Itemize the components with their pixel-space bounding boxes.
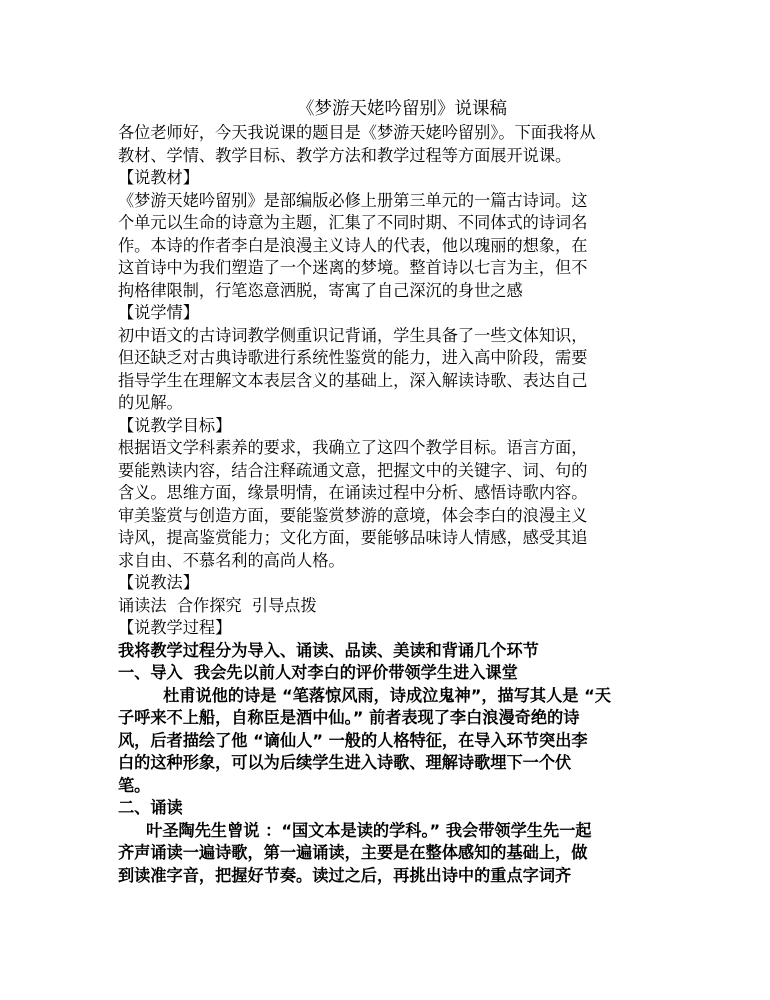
- students-paragraph: [118, 325, 658, 415]
- methods-line: 诵读法 合作探究 引导点拨: [118, 595, 317, 615]
- process-line: 一、导入 我会先以前人对李白的评价带领学生进入课堂: [118, 663, 518, 682]
- process-line: 二、诵读: [118, 798, 183, 817]
- process-line: 风，后者描绘了他 “谪仙人” 一般的人格特征，在导入环节突出李: [118, 730, 588, 750]
- document-page: [118, 96, 658, 887]
- process-line: 齐声诵读一遍诗歌，第一遍诵读，主要是在整体感知的基础上，做: [118, 843, 588, 862]
- process-line: 子呼来不上船，自称臣是酒中仙。” 前者表现了李白浪漫奇绝的诗: [118, 708, 580, 727]
- objectives-line: 求自由、不慕名利的高尚人格。: [118, 550, 345, 570]
- material-line: 拘格律限制，行笔恣意洒脱，寄寓了自己深沉的身世之感: [118, 280, 523, 300]
- objectives-line: 审美鉴赏与创造方面，要能鉴赏梦游的意境，体会李白的浪漫主义: [118, 505, 588, 525]
- material-line: 这首诗中为我们塑造了一个迷离的梦境。整首诗以七言为主，但不: [118, 258, 588, 277]
- objectives-line: 诗风，提高鉴赏能力；文化方面，要能够品味诗人情感，感受其追: [118, 528, 588, 547]
- process-line: 叶圣陶先生曾说 ：“国文本是读的学科。” 我会带领学生先一起: [118, 820, 592, 840]
- process-line: 白的这种形象，可以为后续学生进入诗歌、理解诗歌埋下一个伏: [118, 753, 572, 772]
- section-heading-process: 【说教学过程】: [118, 618, 232, 637]
- section-heading-methods: 【说教法】: [118, 573, 199, 592]
- students-line: 初中语文的古诗词教学侧重识记背诵，学生具备了一些文体知识，: [118, 325, 588, 345]
- students-line: 指导学生在理解文本表层含义的基础上，深入解读诗歌、表达自己: [118, 370, 588, 390]
- material-line: 个单元以生命的诗意为主题，汇集了不同时期、不同体式的诗词名: [118, 213, 588, 232]
- page-title: 《梦游天姥吟留别》说课稿: [297, 99, 507, 119]
- students-line: 的见解。: [118, 393, 183, 412]
- intro-paragraph: [118, 122, 658, 167]
- process-line: 到读准字音，把握好节奏。读过之后，再挑出诗中的重点字词齐: [118, 865, 572, 885]
- objectives-line: 要能熟读内容，结合注释疏通文意，把握文中的关键字、词、句的: [118, 460, 588, 480]
- objectives-line: 含义。思维方面，缘景明情，在诵读过程中分析、感悟诗歌内容。: [118, 483, 588, 502]
- section-heading-material: 【说教材】: [118, 168, 199, 187]
- process-line: 我将教学过程分为导入、诵读、品读、美读和背诵几个环节: [118, 640, 539, 660]
- process-line: 笔。: [118, 775, 151, 795]
- objectives-paragraph: [118, 437, 658, 572]
- section-heading-students: 【说学情】: [118, 303, 199, 322]
- section-heading-objectives: 【说教学目标】: [118, 415, 232, 435]
- process-line: 杜甫说他的诗是 “笔落惊风雨，诗成泣鬼神”，描写其人是 “天: [118, 685, 611, 705]
- material-paragraph: [118, 190, 658, 303]
- methods-paragraph: [118, 595, 658, 618]
- material-line: 作。本诗的作者李白是浪漫主义诗人的代表，他以瑰丽的想象，在: [118, 235, 588, 255]
- intro-line: 教材、学情、教学目标、教学方法和教学过程等方面展开说课。: [118, 145, 572, 165]
- process-paragraph: [118, 640, 658, 888]
- material-line: 《梦游天姥吟留别》是部编版必修上册第三单元的一篇古诗词。这: [118, 190, 588, 210]
- objectives-line: 根据语文学科素养的要求，我确立了这四个教学目标。语言方面，: [118, 438, 588, 457]
- students-line: 但还缺乏对古典诗歌进行系统性鉴赏的能力，进入高中阶段，需要: [118, 348, 588, 367]
- intro-line: 各位老师好，今天我说课的题目是《梦游天姥吟留别》。下面我将从: [118, 123, 596, 142]
